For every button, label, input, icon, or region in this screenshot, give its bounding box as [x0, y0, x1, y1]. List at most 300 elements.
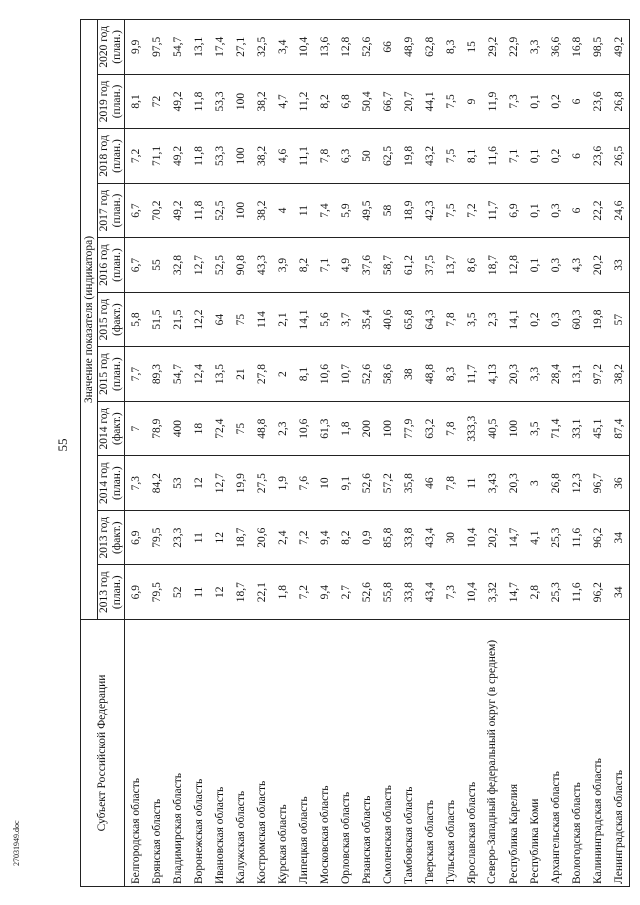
- table-row: [587, 20, 608, 887]
- region-name: Ленинградская область: [608, 620, 630, 887]
- indicator-value: 22,9: [503, 20, 524, 75]
- indicator-value: 0,3: [545, 183, 566, 238]
- indicator-value: 19,9: [230, 456, 251, 511]
- indicator-value: 18,9: [398, 183, 419, 238]
- indicator-value: 2,3: [482, 292, 503, 347]
- indicator-value: 66: [377, 20, 398, 75]
- table-row: [377, 20, 398, 887]
- indicator-value: 53: [167, 456, 188, 511]
- indicator-value: 26,5: [608, 129, 630, 184]
- indicator-value: 23,3: [167, 510, 188, 565]
- indicator-value: 52,6: [356, 20, 377, 75]
- indicator-value: 3,5: [524, 401, 545, 456]
- region-name: Тамбовская область: [398, 620, 419, 887]
- indicator-value: 12: [209, 565, 230, 620]
- table-row: [146, 20, 167, 887]
- indicator-value: 37,6: [356, 238, 377, 293]
- indicator-value: 11,7: [482, 183, 503, 238]
- indicator-value: 23,6: [587, 74, 608, 129]
- indicator-value: 12,4: [188, 347, 209, 402]
- indicator-value: 11,1: [293, 129, 314, 184]
- indicator-value: 5,8: [125, 292, 147, 347]
- indicator-value: 49,5: [356, 183, 377, 238]
- column-header: 2018 год (план.): [98, 129, 125, 184]
- indicator-value: 2: [272, 347, 293, 402]
- indicator-value: 0,2: [545, 74, 566, 129]
- region-name: Республика Коми: [524, 620, 545, 887]
- table-row: [293, 20, 314, 887]
- indicator-value: 55,8: [377, 565, 398, 620]
- indicator-value: 19,8: [587, 292, 608, 347]
- indicator-value: 100: [230, 74, 251, 129]
- column-header: 2019 год (план.): [98, 74, 125, 129]
- indicator-value: 54,7: [167, 347, 188, 402]
- indicator-value: 13,1: [566, 347, 587, 402]
- indicator-value: 3,5: [461, 292, 482, 347]
- indicator-value: 9,4: [314, 510, 335, 565]
- indicator-value: 23,6: [587, 129, 608, 184]
- indicator-value: 49,2: [167, 74, 188, 129]
- indicator-value: 20,6: [251, 510, 272, 565]
- indicator-value: 13,1: [188, 20, 209, 75]
- indicator-value: 6,7: [125, 238, 147, 293]
- indicator-value: 7,5: [440, 129, 461, 184]
- indicator-value: 3,3: [524, 347, 545, 402]
- indicator-value: 50,4: [356, 74, 377, 129]
- indicator-value: 3,32: [482, 565, 503, 620]
- indicator-value: 33,1: [566, 401, 587, 456]
- indicator-value: 2,3: [272, 401, 293, 456]
- indicator-value: 6: [566, 129, 587, 184]
- indicator-value: 20,2: [587, 238, 608, 293]
- region-name: Архангельская область: [545, 620, 566, 887]
- indicator-value: 21: [230, 347, 251, 402]
- table-row: [125, 20, 147, 887]
- indicator-value: 7,5: [440, 74, 461, 129]
- indicator-value: 52,6: [356, 565, 377, 620]
- indicator-value: 96,2: [587, 510, 608, 565]
- indicator-value: 45,1: [587, 401, 608, 456]
- indicator-value: 10,7: [335, 347, 356, 402]
- region-name: Владимирская область: [167, 620, 188, 887]
- indicator-value: 34: [608, 510, 630, 565]
- table-row: [209, 20, 230, 887]
- indicator-value: 9,9: [125, 20, 147, 75]
- column-header: 2017 год (план.): [98, 183, 125, 238]
- indicator-value: 27,8: [251, 347, 272, 402]
- indicator-value: 8,6: [461, 238, 482, 293]
- indicator-value: 6,9: [125, 565, 147, 620]
- indicator-value: 20,2: [482, 510, 503, 565]
- table-row: [272, 20, 293, 887]
- indicator-value: 10: [314, 456, 335, 511]
- indicator-value: 7,7: [125, 347, 147, 402]
- table-row: [440, 20, 461, 887]
- indicator-value: 6: [566, 74, 587, 129]
- indicator-value: 12,7: [209, 456, 230, 511]
- indicator-value: 52,5: [209, 238, 230, 293]
- table-row: [356, 20, 377, 887]
- indicator-value: 72: [146, 74, 167, 129]
- indicator-value: 7,8: [440, 401, 461, 456]
- indicator-value: 33,8: [398, 510, 419, 565]
- indicator-value: 43,2: [419, 129, 440, 184]
- indicator-value: 52,6: [356, 456, 377, 511]
- indicator-value: 6: [566, 183, 587, 238]
- indicator-value: 38,2: [251, 183, 272, 238]
- indicator-value: 1,8: [272, 565, 293, 620]
- page-number: 55: [55, 438, 70, 452]
- indicator-value: 7,2: [125, 129, 147, 184]
- indicator-value: 38,2: [608, 347, 630, 402]
- indicator-value: 35,4: [356, 292, 377, 347]
- indicator-value: 14,7: [503, 565, 524, 620]
- indicator-value: 79,5: [146, 510, 167, 565]
- indicator-value: 8,3: [440, 20, 461, 75]
- indicator-value: 12,8: [335, 20, 356, 75]
- indicator-value: 70,2: [146, 183, 167, 238]
- table-row: [335, 20, 356, 887]
- indicator-value: 20,3: [503, 456, 524, 511]
- region-name: Рязанская область: [356, 620, 377, 887]
- indicator-value: 43,4: [419, 565, 440, 620]
- group-header-row: [81, 20, 98, 887]
- indicator-value: 100: [377, 401, 398, 456]
- indicator-value: 3,7: [335, 292, 356, 347]
- indicator-value: 79,5: [146, 565, 167, 620]
- indicator-group-header: Значение показателя (индикатора): [81, 20, 98, 620]
- table-row: [524, 20, 545, 887]
- indicator-value: 65,8: [398, 292, 419, 347]
- indicator-value: 8,1: [461, 129, 482, 184]
- indicator-value: 29,2: [482, 20, 503, 75]
- indicator-value: 20,3: [503, 347, 524, 402]
- table-body: [125, 20, 630, 887]
- indicator-value: 26,8: [608, 74, 630, 129]
- indicator-value: 60,3: [566, 292, 587, 347]
- indicator-value: 11,6: [482, 129, 503, 184]
- indicator-value: 18,7: [230, 510, 251, 565]
- indicator-value: 71,4: [545, 401, 566, 456]
- indicator-value: 3,4: [272, 20, 293, 75]
- table-row: [314, 20, 335, 887]
- indicator-value: 2,4: [272, 510, 293, 565]
- indicator-value: 18,7: [482, 238, 503, 293]
- indicator-value: 3,9: [272, 238, 293, 293]
- indicator-value: 85,8: [377, 510, 398, 565]
- table-row: [251, 20, 272, 887]
- indicator-value: 12,7: [188, 238, 209, 293]
- indicator-value: 11,8: [188, 129, 209, 184]
- indicator-value: 15: [461, 20, 482, 75]
- indicator-value: 7,8: [314, 129, 335, 184]
- region-name: Липецкая область: [293, 620, 314, 887]
- column-header: 2014 год (план.): [98, 456, 125, 511]
- indicator-value: 8,2: [293, 238, 314, 293]
- indicator-value: 33: [608, 238, 630, 293]
- indicator-value: 3,3: [524, 20, 545, 75]
- indicator-value: 52,5: [209, 183, 230, 238]
- indicator-value: 11,8: [188, 183, 209, 238]
- region-name: Ивановская область: [209, 620, 230, 887]
- indicator-value: 9: [461, 74, 482, 129]
- indicator-value: 64,3: [419, 292, 440, 347]
- indicator-value: 52,6: [356, 347, 377, 402]
- table-row: [230, 20, 251, 887]
- indicator-value: 50: [356, 129, 377, 184]
- indicator-value: 11: [188, 565, 209, 620]
- indicator-value: 25,3: [545, 510, 566, 565]
- indicator-value: 75: [230, 292, 251, 347]
- region-name: Московская область: [314, 620, 335, 887]
- indicator-value: 40,6: [377, 292, 398, 347]
- column-header: 2013 год (факт.): [98, 510, 125, 565]
- indicator-value: 54,7: [167, 20, 188, 75]
- table-row: [461, 20, 482, 887]
- indicator-value: 200: [356, 401, 377, 456]
- indicator-value: 9,4: [314, 565, 335, 620]
- indicator-value: 53,3: [209, 74, 230, 129]
- indicator-value: 0,3: [545, 238, 566, 293]
- indicator-value: 100: [230, 129, 251, 184]
- indicator-value: 11,7: [461, 347, 482, 402]
- column-header: 2016 год (план.): [98, 238, 125, 293]
- indicator-value: 62,8: [419, 20, 440, 75]
- indicator-value: 10,4: [293, 20, 314, 75]
- indicator-value: 10,6: [314, 347, 335, 402]
- indicator-value: 7,8: [440, 292, 461, 347]
- indicator-value: 6,7: [125, 183, 147, 238]
- region-name: Белгородская область: [125, 620, 147, 887]
- indicator-value: 57: [608, 292, 630, 347]
- region-name: Тверская область: [419, 620, 440, 887]
- region-name: Калужская область: [230, 620, 251, 887]
- indicator-value: 12: [209, 510, 230, 565]
- indicator-value: 30: [440, 510, 461, 565]
- indicator-value: 7,1: [314, 238, 335, 293]
- column-header: 2020 год (план.): [98, 20, 125, 75]
- indicator-value: 53,3: [209, 129, 230, 184]
- indicator-value: 43,4: [419, 510, 440, 565]
- indicator-value: 7,2: [461, 183, 482, 238]
- indicator-value: 51,5: [146, 292, 167, 347]
- column-header: 2015 год (план.): [98, 347, 125, 402]
- indicator-value: 48,9: [398, 20, 419, 75]
- indicator-value: 22,2: [587, 183, 608, 238]
- indicator-value: 8,1: [293, 347, 314, 402]
- rotated-table-container: [80, 19, 625, 887]
- indicator-value: 13,6: [314, 20, 335, 75]
- indicator-value: 18: [188, 401, 209, 456]
- region-name: Брянская область: [146, 620, 167, 887]
- indicator-value: 17,4: [209, 20, 230, 75]
- indicator-value: 7,5: [440, 183, 461, 238]
- indicator-value: 7,3: [503, 74, 524, 129]
- indicator-value: 5,9: [335, 183, 356, 238]
- table-row: [482, 20, 503, 887]
- indicator-value: 77,9: [398, 401, 419, 456]
- indicator-value: 64: [209, 292, 230, 347]
- indicator-value: 3: [524, 456, 545, 511]
- indicator-value: 96,2: [587, 565, 608, 620]
- document-filename: 27031949.doc: [12, 820, 21, 866]
- table-row: [503, 20, 524, 887]
- indicator-value: 14,1: [503, 292, 524, 347]
- indicator-value: 49,2: [167, 183, 188, 238]
- indicator-value: 1,8: [335, 401, 356, 456]
- column-header: 2014 год (факт.): [98, 401, 125, 456]
- indicator-value: 55: [146, 238, 167, 293]
- indicator-table: [80, 19, 630, 887]
- indicator-value: 46: [419, 456, 440, 511]
- column-header: 2015 год (факт.): [98, 292, 125, 347]
- indicator-value: 98,5: [587, 20, 608, 75]
- indicator-value: 4,9: [335, 238, 356, 293]
- indicator-value: 4,13: [482, 347, 503, 402]
- indicator-value: 0,2: [524, 292, 545, 347]
- indicator-value: 6,9: [503, 183, 524, 238]
- indicator-value: 0,1: [524, 183, 545, 238]
- indicator-value: 12,2: [188, 292, 209, 347]
- region-name: Воронежская область: [188, 620, 209, 887]
- indicator-value: 11: [461, 456, 482, 511]
- indicator-value: 8,1: [125, 74, 147, 129]
- indicator-value: 100: [230, 183, 251, 238]
- indicator-value: 32,5: [251, 20, 272, 75]
- subject-column-header: Субъект Российской Федерации: [81, 620, 125, 887]
- indicator-value: 8,3: [440, 347, 461, 402]
- indicator-value: 25,3: [545, 565, 566, 620]
- indicator-value: 21,5: [167, 292, 188, 347]
- indicator-value: 97,2: [587, 347, 608, 402]
- indicator-value: 10,6: [293, 401, 314, 456]
- indicator-value: 0,3: [545, 292, 566, 347]
- region-name: Ярославская область: [461, 620, 482, 887]
- indicator-value: 66,7: [377, 74, 398, 129]
- indicator-value: 7,2: [293, 565, 314, 620]
- column-header: 2013 год (план.): [98, 565, 125, 620]
- indicator-value: 11: [188, 510, 209, 565]
- indicator-value: 58: [377, 183, 398, 238]
- indicator-value: 26,8: [545, 456, 566, 511]
- indicator-value: 2,7: [335, 565, 356, 620]
- table-row: [608, 20, 630, 887]
- indicator-value: 36: [608, 456, 630, 511]
- indicator-value: 114: [251, 292, 272, 347]
- indicator-value: 8,2: [314, 74, 335, 129]
- indicator-value: 7,6: [293, 456, 314, 511]
- indicator-value: 4: [272, 183, 293, 238]
- region-name: Республика Карелия: [503, 620, 524, 887]
- indicator-value: 0,1: [524, 238, 545, 293]
- indicator-value: 8,2: [335, 510, 356, 565]
- region-name: Курская область: [272, 620, 293, 887]
- indicator-value: 0,9: [356, 510, 377, 565]
- region-name: Вологодская область: [566, 620, 587, 887]
- indicator-value: 16,8: [566, 20, 587, 75]
- indicator-value: 4,7: [272, 74, 293, 129]
- indicator-value: 0,1: [524, 129, 545, 184]
- indicator-value: 11,6: [566, 510, 587, 565]
- indicator-value: 35,8: [398, 456, 419, 511]
- indicator-value: 36,6: [545, 20, 566, 75]
- indicator-value: 58,7: [377, 238, 398, 293]
- indicator-value: 89,3: [146, 347, 167, 402]
- indicator-value: 49,2: [608, 20, 630, 75]
- indicator-value: 100: [503, 401, 524, 456]
- indicator-value: 14,7: [503, 510, 524, 565]
- indicator-value: 12: [188, 456, 209, 511]
- indicator-value: 84,2: [146, 456, 167, 511]
- indicator-value: 58,6: [377, 347, 398, 402]
- indicator-value: 13,5: [209, 347, 230, 402]
- indicator-value: 72,4: [209, 401, 230, 456]
- indicator-value: 78,9: [146, 401, 167, 456]
- indicator-value: 57,2: [377, 456, 398, 511]
- indicator-value: 44,1: [419, 74, 440, 129]
- region-name: Тульская область: [440, 620, 461, 887]
- indicator-value: 96,7: [587, 456, 608, 511]
- indicator-value: 14,1: [293, 292, 314, 347]
- table-row: [398, 20, 419, 887]
- table-row: [566, 20, 587, 887]
- indicator-value: 90,8: [230, 238, 251, 293]
- indicator-value: 97,5: [146, 20, 167, 75]
- indicator-value: 34: [608, 565, 630, 620]
- table-row: [545, 20, 566, 887]
- indicator-value: 10,4: [461, 565, 482, 620]
- indicator-value: 7,8: [440, 456, 461, 511]
- indicator-value: 11,2: [293, 74, 314, 129]
- indicator-value: 28,4: [545, 347, 566, 402]
- indicator-value: 37,5: [419, 238, 440, 293]
- indicator-value: 7,2: [293, 510, 314, 565]
- table-row: [419, 20, 440, 887]
- indicator-value: 52: [167, 565, 188, 620]
- indicator-value: 62,5: [377, 129, 398, 184]
- indicator-value: 11: [293, 183, 314, 238]
- indicator-value: 11,6: [566, 565, 587, 620]
- indicator-value: 2,8: [524, 565, 545, 620]
- table-row: [167, 20, 188, 887]
- indicator-value: 12,3: [566, 456, 587, 511]
- indicator-value: 27,5: [251, 456, 272, 511]
- indicator-value: 27,1: [230, 20, 251, 75]
- indicator-value: 87,4: [608, 401, 630, 456]
- indicator-value: 7,4: [314, 183, 335, 238]
- indicator-value: 4,3: [566, 238, 587, 293]
- indicator-value: 13,7: [440, 238, 461, 293]
- indicator-value: 22,1: [251, 565, 272, 620]
- region-name: Северо-Западный федеральный округ (в среднем): [482, 620, 503, 887]
- indicator-value: 10,4: [461, 510, 482, 565]
- indicator-value: 9,1: [335, 456, 356, 511]
- indicator-value: 6,9: [125, 510, 147, 565]
- indicator-value: 400: [167, 401, 188, 456]
- indicator-value: 75: [230, 401, 251, 456]
- indicator-value: 333,3: [461, 401, 482, 456]
- indicator-value: 49,2: [167, 129, 188, 184]
- indicator-value: 4,1: [524, 510, 545, 565]
- indicator-value: 38,2: [251, 129, 272, 184]
- indicator-value: 19,8: [398, 129, 419, 184]
- region-name: Костромская область: [251, 620, 272, 887]
- region-name: Калининградская область: [587, 620, 608, 887]
- indicator-value: 7: [125, 401, 147, 456]
- indicator-value: 40,5: [482, 401, 503, 456]
- indicator-value: 33,8: [398, 565, 419, 620]
- indicator-value: 12,8: [503, 238, 524, 293]
